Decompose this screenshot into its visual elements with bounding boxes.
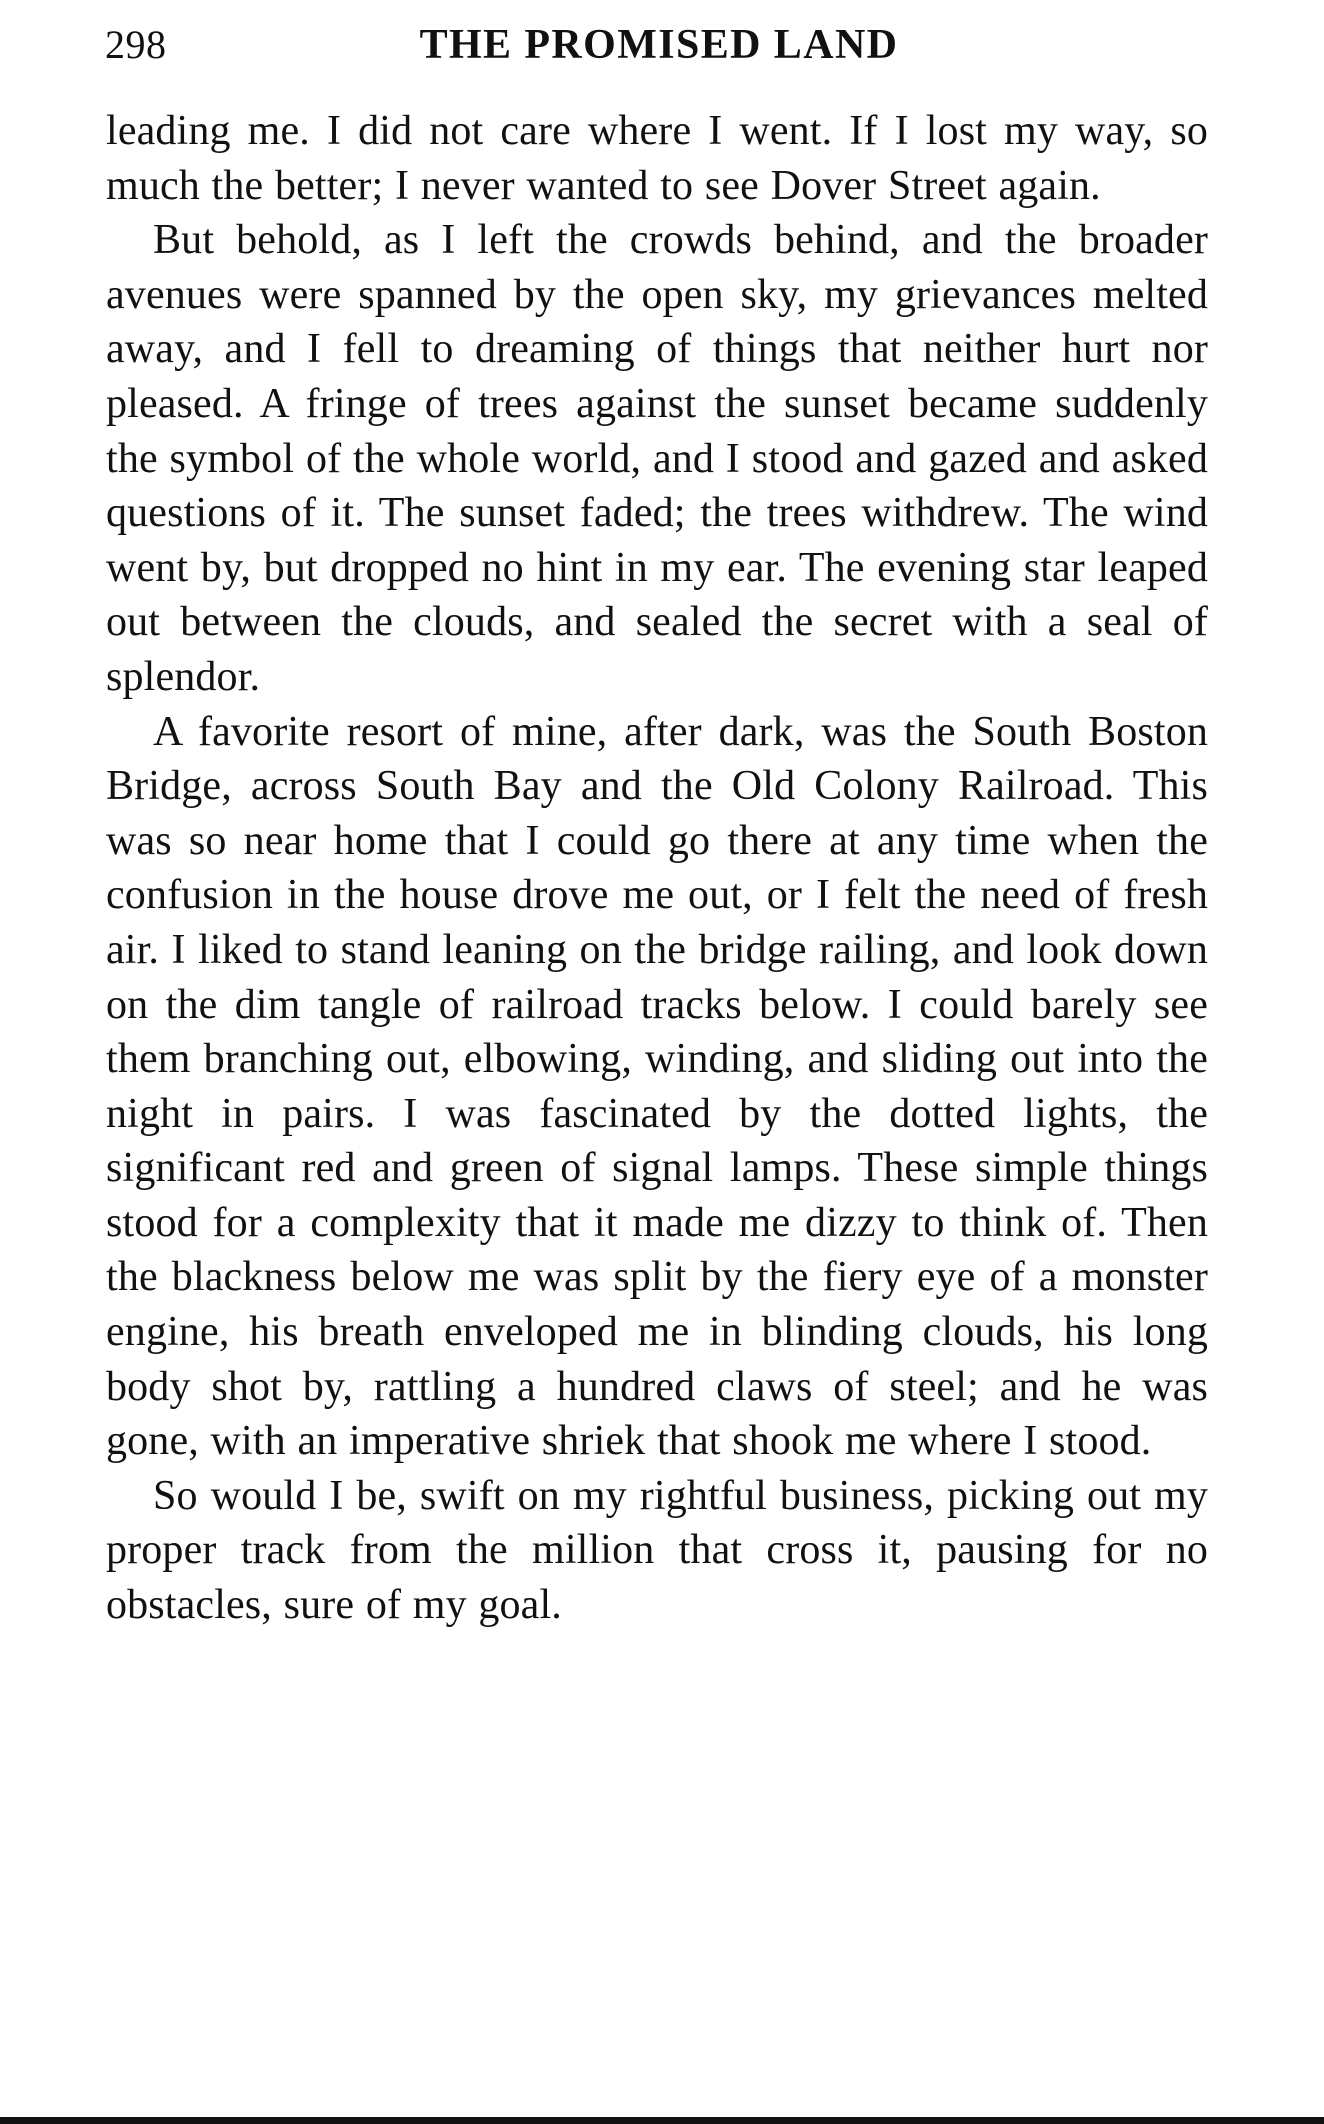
bottom-rule bbox=[0, 2117, 1324, 2124]
body-text bbox=[106, 104, 1208, 1633]
page-number: 298 bbox=[105, 22, 167, 67]
running-head: THE PROMISED LAND bbox=[419, 22, 899, 68]
paragraph-goal: So would I be, swift on my rightful business, picking out my proper track from the million that cross it, pausing for no obstacles, sure of my goal. bbox=[106, 1472, 1208, 1629]
paragraph-sunset: But behold, as I left the crowds behind, and the broader avenues were spanned by the open sky, my grievances melted away, and I fell to dreaming of things that neither hurt nor pleased. A fringe of trees against the sunset became suddenly the symbol of the whole world, and I stood and gazed and asked questions of it. The sunset faded; the trees withdrew. The wind went by, but dropped no hint in my ear. The evening star leaped out between the clouds, and sealed the secret with a seal of splendor. bbox=[106, 217, 1208, 700]
paragraph-bridge: A favorite resort of mine, after dark, was the South Boston Bridge, across South Bay and the Old Colony Railroad. This was so near home that I could go there at any time when the confusion in the house drove me out, or I felt the need of fresh air. I liked to stand leaning on the bridge railing, and look down on the dim tangle of railroad tracks below. I could barely see them branching out, elbowing, winding, and sliding out into the night in pairs. I was fascinated by the dotted lights, the significant red and green of signal lamps. These simple things stood for a complexity that it made me dizzy to think of. Then the blackness below me was split by the fiery eye of a monster engine, his breath enveloped me in blinding clouds, his long body shot by, rattling a hundred claws of steel; and he was gone, with an imperative shriek that shook me where I stood. bbox=[106, 708, 1208, 1465]
paragraph-continuation: leading me. I did not care where I went. If I lost my way, so much the better; I never wanted to see Dover Street again. bbox=[106, 108, 1208, 209]
page-header bbox=[105, 18, 1213, 72]
